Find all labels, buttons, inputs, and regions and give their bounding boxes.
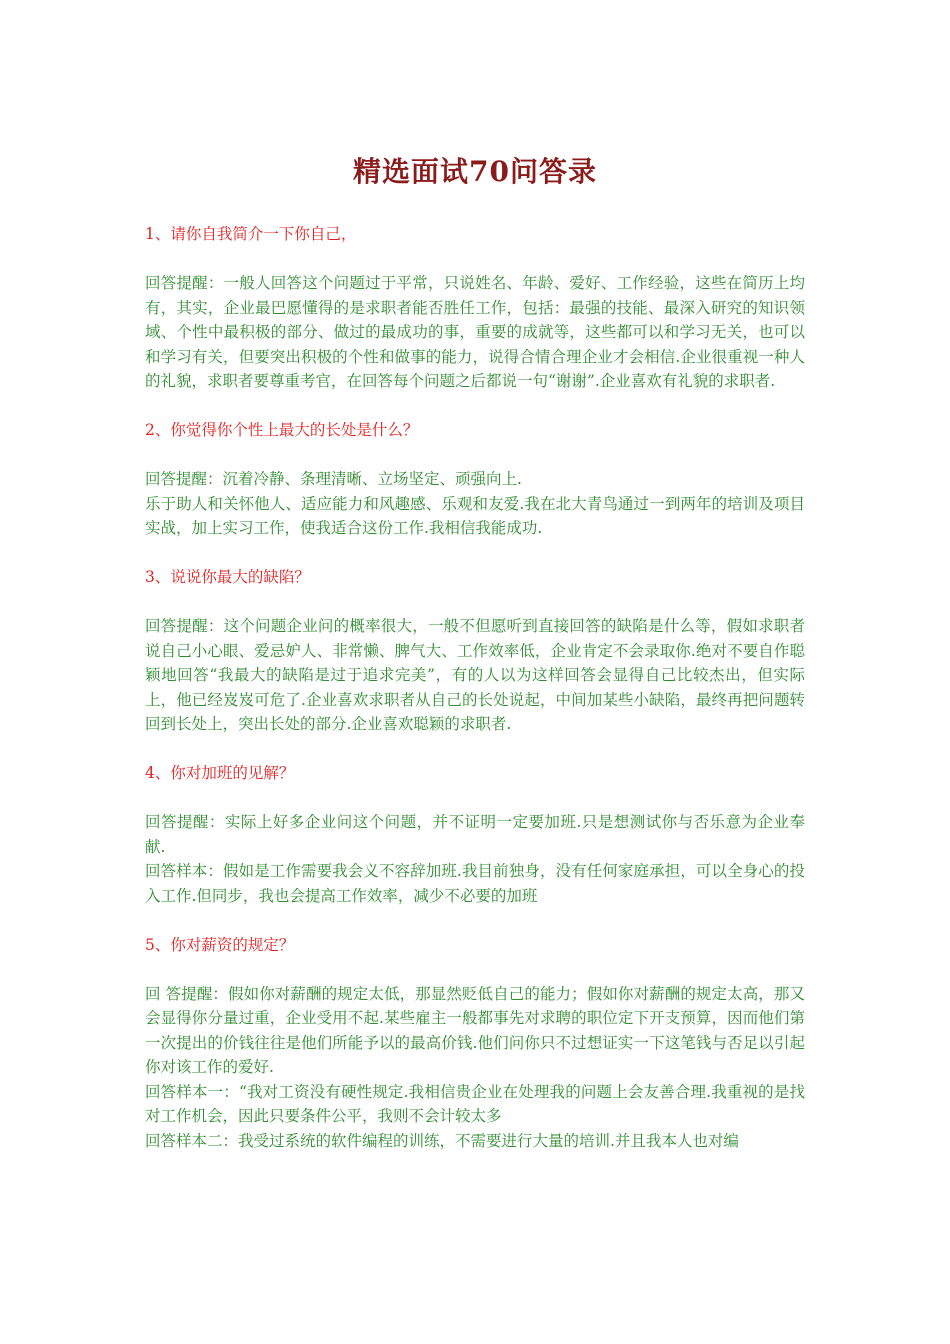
answer-paragraph: 回答样本：假如是工作需要我会义不容辞加班.我目前独身，没有任何家庭承担，可以全身心的投入工作.但同步，我也会提高工作效率，减少不必要的加班 — [145, 862, 805, 905]
answer-paragraph: 回答样本一：“我对工资没有硬性规定.我相信贵企业在处理我的问题上会友善合理.我重视的是找对工作机会，因此只要条件公平，我则不会计较太多 — [145, 1082, 805, 1125]
qa-section-5 — [145, 933, 805, 1154]
qa-content — [145, 222, 805, 1153]
qa-section-4 — [145, 761, 805, 933]
question-4: 4、你对加班的见解？ — [145, 764, 295, 782]
document-title: 精选面试70问答录 — [353, 155, 597, 188]
answer-paragraph: 回答提醒：实际上好多企业问这个问题，并不证明一定要加班.只是想测试你与否乐意为企业奉献. — [145, 813, 805, 856]
answer-paragraph: 回 答提醒：假如你对薪酬的规定太低，那显然贬低自己的能力；假如你对薪酬的规定太高，那又会显得你分量过重，企业受用不起.某些雇主一般都事先对求聘的职位定下开支预算，因而他们第一次提出的价钱往往是他们所能予以的最高价钱.他们问你只不过想证实一下这笔钱与否足以引起你对该工作的爱好. — [145, 984, 805, 1076]
question-1: 1、请你自我简介一下你自己， — [145, 225, 357, 243]
answer-paragraph: 乐于助人和关怀他人、适应能力和风趣感、乐观和友爱.我在北大青鸟通过一到两年的培训及项目实战，加上实习工作，使我适合这份工作.我相信我能成功. — [145, 494, 805, 537]
answer-paragraph: 回答提醒：这个问题企业问的概率很大，一般不但愿听到直接回答的缺陷是什么等，假如求职者说自己小心眼、爱忌妒人、非常懒、脾气大、工作效率低，企业肯定不会录取你.绝对不要自作聪颖地回答“我最大的缺陷是过于追求完美”，有的人以为这样回答会显得自己比较杰出，但实际上，他已经岌岌可危了.企业喜欢求职者从自己的长处说起，中间加某些小缺陷，最终再把问题转回到长处上，突出长处的部分.企业喜欢聪颖的求职者. — [145, 617, 805, 733]
qa-section-2 — [145, 418, 805, 565]
question-3: 3、说说你最大的缺陷？ — [145, 568, 310, 586]
qa-section-1 — [145, 222, 805, 418]
question-2: 2、你觉得你个性上最大的长处是什么？ — [145, 421, 419, 439]
qa-section-3 — [145, 565, 805, 761]
answer-paragraph: 回答提醒：沉着冷静、条理清晰、立场坚定、顽强向上. — [145, 470, 522, 488]
answer-paragraph: 回答提醒：一般人回答这个问题过于平常，只说姓名、年龄、爱好、工作经验，这些在简历上均有，其实，企业最巴愿懂得的是求职者能否胜任工作，包括：最强的技能、最深入研究的知识领域、个性中最积极的部分、做过的最成功的事，重要的成就等，这些都可以和学习无关，也可以和学习有关，但要突出积极的个性和做事的能力，说得合情合理企业才会相信.企业很重视一种人的礼貌，求职者要尊重考官，在回答每个问题之后都说一句“谢谢”.企业喜欢有礼貌的求职者. — [145, 274, 805, 390]
answer-paragraph: 回答样本二：我受过系统的软件编程的训练，不需要进行大量的培训.并且我本人也对编 — [145, 1131, 739, 1150]
question-5: 5、你对薪资的规定？ — [145, 935, 295, 954]
